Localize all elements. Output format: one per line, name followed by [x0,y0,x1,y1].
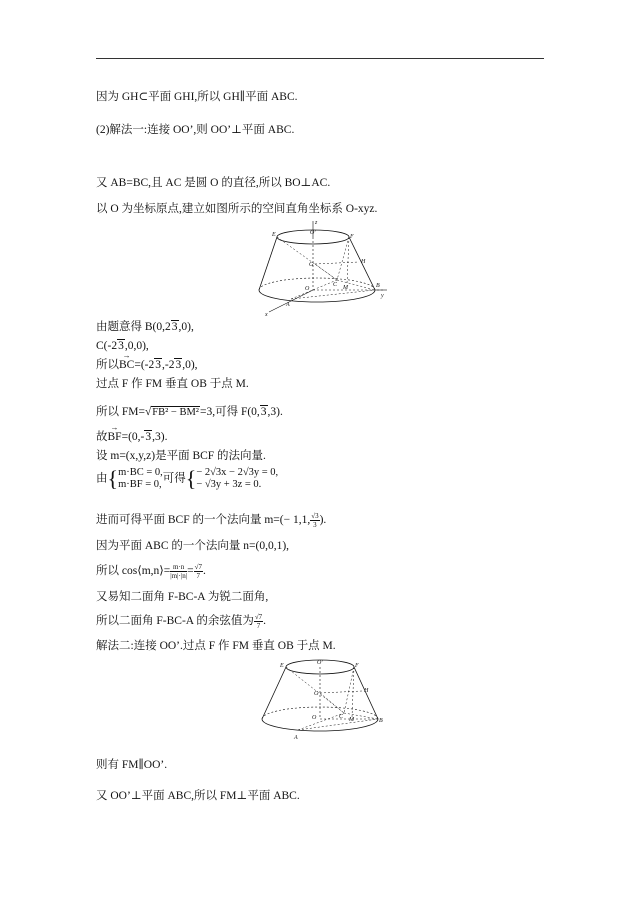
text-line: 则有 FM∥OO’. [96,759,168,771]
label-Op: O' [317,660,323,666]
text-line: 所以 FM=√FB² − BM²=3,可得 F(0,3,3). [96,406,283,418]
label-A: A [294,735,298,741]
text-line: 又易知二面角 F-BC-A 为锐二面角, [96,591,269,603]
text-line: C(-23,0,0), [96,340,149,352]
text-line: 又 AB=BC,且 AC 是圆 O 的直径,所以 BO⊥AC. [96,177,331,189]
text-line: 设 m=(x,y,z)是平面 BCF 的法向量. [96,450,266,462]
label-H: H [364,688,369,694]
label-F: F [355,663,359,669]
label-x: x [265,312,268,318]
label-B: B [376,283,380,289]
label-O: O [305,286,310,292]
label-G: G [314,691,319,697]
text-line: 因为平面 ABC 的一个法向量 n=(0,0,1), [96,540,290,552]
text-line: 所以→ BC=(-23,-23,0), [96,358,198,372]
label-z: z [315,220,318,226]
label-E: E [280,663,284,669]
text-line: 又 OO’⊥平面 ABC,所以 FM⊥平面 ABC. [96,790,300,802]
label-H: H [361,259,366,265]
label-F: F [350,234,354,240]
text-line: 进而可得平面 BCF 的一个法向量 m=(− 1,1, $\frac{√3}{3}$ ). [96,512,327,529]
label-C: C [339,714,344,720]
frustum-figure-1 [255,218,390,318]
label-B: B [379,718,383,724]
equation-system: 由{m·BC = 0, m·BF = 0,可得{− 2√3x − 2√3y = 0, − √3y + 3z = 0. [96,466,279,491]
label-O: O [312,715,317,721]
text-line: 所以 cos⟨m,n⟩= $\frac{m\cdot n}{|m|\cdot|n|}$ = $\frac{√7}{7}$ . [96,563,206,580]
label-M: M [349,717,354,723]
frustum-figure-2 [258,655,388,743]
text-line: 过点 F 作 FM 垂直 OB 于点 M. [96,378,249,390]
label-C: C [333,282,338,288]
text-line: (2)解法一:连接 OO’,则 OO’⊥平面 ABC. [96,124,295,136]
text-line: 因为 GH⊂平面 GHI,所以 GH∥平面 ABC. [96,91,298,103]
label-M: M [343,285,348,291]
text-line: 由题意得 B(0,23,0), [96,321,194,333]
text-line: 故→ BF=(0,-3,3). [96,430,167,444]
text-line: 解法二:连接 OO’.过点 F 作 FM 垂直 OB 于点 M. [96,640,336,652]
label-Op: O' [310,230,316,236]
text-line: 以 O 为坐标原点,建立如图所示的空间直角坐标系 O-xyz. [96,203,378,215]
label-y: y [381,293,384,299]
label-A: A [286,302,290,308]
text-line: 所以二面角 F-BC-A 的余弦值为 $\frac{√7}{7}$ . [96,613,267,630]
header-rule [96,58,544,59]
label-E: E [272,232,276,238]
label-G: G [309,262,314,268]
